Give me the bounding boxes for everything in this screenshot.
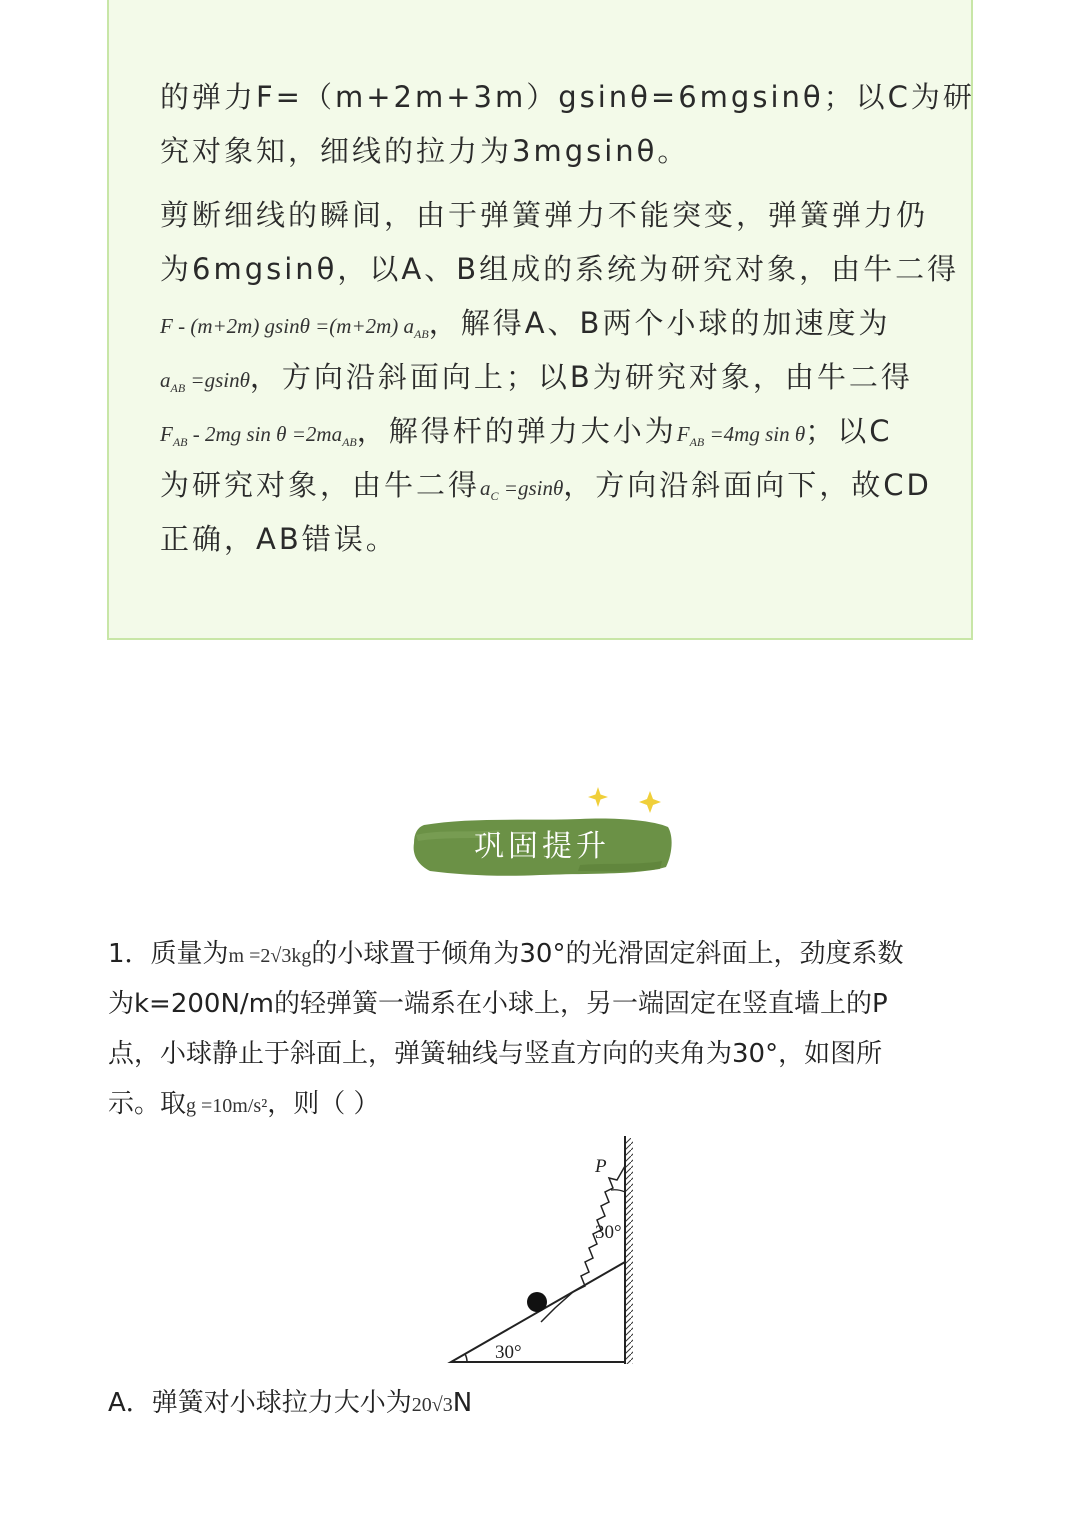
text: ；以C: [805, 414, 893, 448]
question-line-4: 示。取g =10m/s²，则（ ）: [108, 1089, 380, 1119]
angle-label-bottom: 30°: [495, 1342, 522, 1363]
text: ，解得A、B两个小球的加速度为: [428, 306, 891, 340]
ball: [527, 1292, 547, 1312]
question-line-2: 为k=200N/m的轻弹簧一端系在小球上，另一端固定在竖直墙上的P: [108, 989, 888, 1019]
option-a[interactable]: A．弹簧对小球拉力大小为20√3N: [108, 1388, 473, 1418]
angle-arc-top: [611, 1190, 625, 1192]
solution-line-7: [160, 413, 892, 460]
question-line-3: 点，小球静止于斜面上，弹簧轴线与竖直方向的夹角为30°，如图所: [108, 1039, 883, 1069]
point-p-label: P: [595, 1156, 607, 1177]
equation-force-sum: F - (m+2m) gsinθ =(m+2m) $a_{AB}$: [160, 314, 429, 342]
equation-acceleration-c: $a_C =gsin\theta$: [480, 476, 564, 504]
text: 为研究对象，由牛二得: [160, 468, 481, 502]
math-option-a: 20√3: [411, 1394, 453, 1416]
solution-line-1: 的弹力F=（m+2m+3m）gsinθ=6mgsinθ；以C为研: [160, 80, 975, 114]
section-badge: [410, 815, 674, 879]
equation-rod-result: $F_{AB} =4mg$ sin θ: [676, 422, 806, 450]
solution-line-8: [160, 467, 932, 514]
section-title: 巩固提升: [474, 829, 610, 864]
wall-hatching: [625, 1138, 633, 1364]
incline-spring-diagram: [445, 1132, 665, 1372]
solution-line-3: 剪断细线的瞬间，由于弹簧弹力不能突变，弹簧弹力仍: [160, 198, 929, 232]
equation-rod-force: $F_{AB} - 2mg$ $\sin \theta =2ma_{AB}$: [160, 422, 357, 450]
math-gravity: g =10m/s²: [186, 1095, 268, 1117]
incline: [451, 1262, 625, 1362]
angle-arc-bottom: [465, 1354, 467, 1362]
math-mass: m =2√3kg: [228, 945, 312, 967]
question-line-1: 1．质量为m =2√3kg的小球置于倾角为30°的光滑固定斜面上，劲度系数: [108, 939, 904, 969]
text: ，解得杆的弹力大小为: [356, 414, 677, 448]
text: ，方向沿斜面向下，故CD: [563, 468, 932, 502]
solution-line-6: [160, 359, 913, 406]
text: ，方向沿斜面向上；以B为研究对象，由牛二得: [249, 360, 913, 394]
solution-line-2: 究对象知，细线的拉力为3mgsinθ。: [160, 134, 690, 168]
solution-line-5: [160, 305, 890, 352]
equation-acceleration-ab: $a_{AB} =gsin\theta$: [160, 368, 250, 396]
solution-line-9: 正确，AB错误。: [160, 522, 398, 556]
angle-label-top: 30°: [595, 1222, 622, 1243]
solution-line-4: 为6mgsinθ，以A、B组成的系统为研究对象，由牛二得: [160, 252, 960, 286]
sparkle-icon: [588, 785, 668, 825]
